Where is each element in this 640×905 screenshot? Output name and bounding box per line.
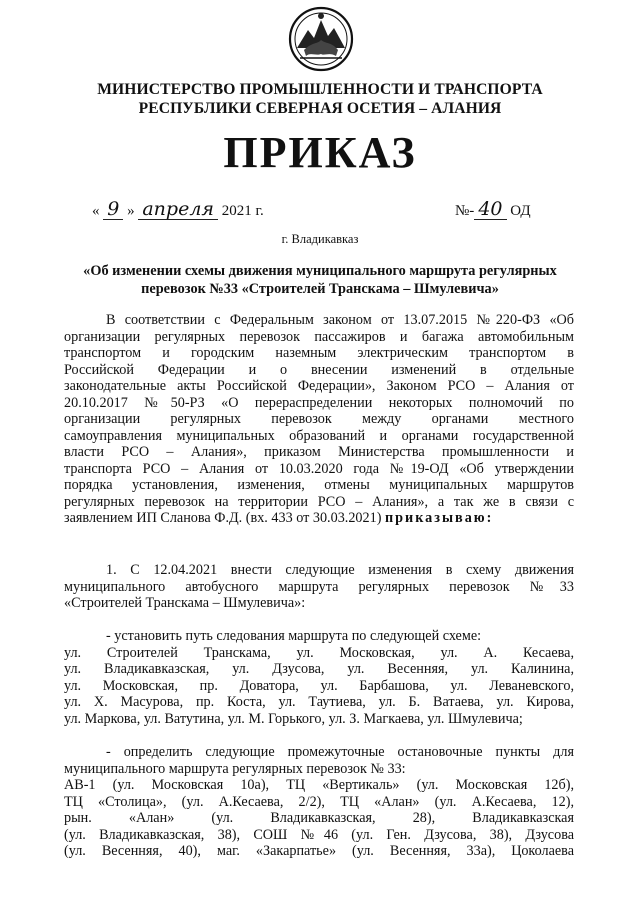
issue-city: г. Владикавказ xyxy=(281,232,359,246)
order-subject xyxy=(60,262,580,298)
text-line: Российской Федерации и о внесении изменений в отдельные xyxy=(64,361,574,378)
order-number xyxy=(455,199,531,220)
text-line: ул. Московская, пр. Доватора, ул. Барбашова, ул. Леваневского, xyxy=(64,677,574,694)
text-line: (ул. Весенняя, 40), маг. «Закарпатье» (ул. Весенняя, 33а), Цоколаева xyxy=(64,843,574,859)
text-line: - определить следующие промежуточные остановочные пункты для xyxy=(106,744,574,760)
text-line: рын. «Алан» (ул. Владикавказская, 28), Владикавказская xyxy=(64,810,574,826)
text-line: ул. Строителей Транскама, ул. Московская, ул. А. Кесаева, xyxy=(64,644,574,661)
text-line: организации регулярных перевозок пассажиров и багажа автомобильным xyxy=(64,328,574,345)
text-line: ул. Х. Масурова, пр. Коста, ул. Таутиева, ул. Б. Ватаева, ул. Кирова, xyxy=(64,694,574,710)
text-line: АВ-1 (ул. Московская 10а), ТЦ «Вертикаль» (ул. Московская 12б), xyxy=(64,777,574,793)
order-year: 2021 г. xyxy=(221,203,264,219)
handwritten-month: апреля xyxy=(138,199,218,220)
number-suffix: ОД xyxy=(510,203,531,219)
text-line: ул. Маркова, ул. Ватутина, ул. М. Горького, ул. З. Магкаева, ул. Шмулевича; xyxy=(64,710,523,727)
text-line: регулярных перевозок на территории РСО – Алания», а так же в связи с xyxy=(64,493,574,510)
text-line xyxy=(64,510,574,527)
handwritten-day: 9 xyxy=(103,199,123,220)
document-type-title: ПРИКАЗ xyxy=(223,128,417,177)
text-line: ул. Владикавказская, ул. Дзусова, ул. Весенняя, ул. Калинина, xyxy=(64,661,574,677)
decree-word: приказываю: xyxy=(384,510,494,526)
applicant-text: заявлением ИП Сланова Ф.Д. (вх. 433 от 30.03.2021) xyxy=(64,510,382,526)
text-line: власти РСО – Алания», приказом Министерства промышленности и xyxy=(64,444,574,460)
text-line: - установить путь следования маршрута по следующей схеме: xyxy=(106,628,482,644)
number-prefix: №- xyxy=(455,203,475,219)
quote-open: « xyxy=(92,203,100,219)
text-line: законодательные акты Российской Федерации», Законом РСО – Алания от xyxy=(64,378,574,394)
text-line: 1. С 12.04.2021 внести следующие изменения в схему движения xyxy=(106,562,574,578)
ministry-line-1: МИНИСТЕРСТВО ПРОМЫШЛЕННОСТИ И ТРАНСПОРТА xyxy=(97,81,543,98)
subject-line-2: перевозок №33 «Строителей Транскама – Шмулевича» xyxy=(141,281,499,297)
text-line: транспорта РСО – Алания от 10.03.2020 года №19-ОД «Об утверждении xyxy=(64,460,574,477)
coat-of-arms-emblem xyxy=(288,6,354,72)
paragraph-stops xyxy=(64,744,574,860)
text-line: транспортом и городским наземным электрическим транспортом в xyxy=(64,345,574,361)
handwritten-number: 40 xyxy=(474,199,506,220)
order-date xyxy=(92,199,264,220)
text-line: самоуправления муниципальных образований и органами государственной xyxy=(64,427,574,444)
ministry-line-2: РЕСПУБЛИКИ СЕВЕРНАЯ ОСЕТИЯ – АЛАНИЯ xyxy=(138,100,502,117)
paragraph-route-scheme xyxy=(64,628,574,727)
text-line: «Строителей Транскама – Шмулевича»: xyxy=(64,595,306,611)
paragraph-legal-basis xyxy=(64,312,574,527)
text-line: В соответствии с Федеральным законом от 13.07.2015 №220-ФЗ «Об xyxy=(106,312,574,328)
text-line: порядка установления, изменения, отмены муниципальных маршрутов xyxy=(64,477,574,493)
text-line: организации регулярных перевозок между органами местного xyxy=(64,411,574,427)
quote-close: » xyxy=(127,203,135,219)
ministry-name xyxy=(0,80,640,118)
text-line: 20.10.2017 №50-РЗ «О перераспределении некоторых полномочий по xyxy=(64,394,574,411)
text-line: муниципального маршрута регулярных перевозок № 33: xyxy=(64,760,406,777)
paragraph-item-1 xyxy=(64,562,574,612)
text-line: (ул. Владикавказская, 38), СОШ №46 (ул. Ген. Дзусова, 38), Дзусова xyxy=(64,826,574,843)
text-line: ТЦ «Столица», (ул. А.Кесаева, 2/2), ТЦ «Алан» (ул. А.Кесаева, 12), xyxy=(64,793,574,810)
subject-line-1: «Об изменении схемы движения муниципального маршрута регулярных xyxy=(83,263,557,279)
text-line: муниципального автобусного маршрута регулярных перевозок №33 xyxy=(64,578,574,595)
